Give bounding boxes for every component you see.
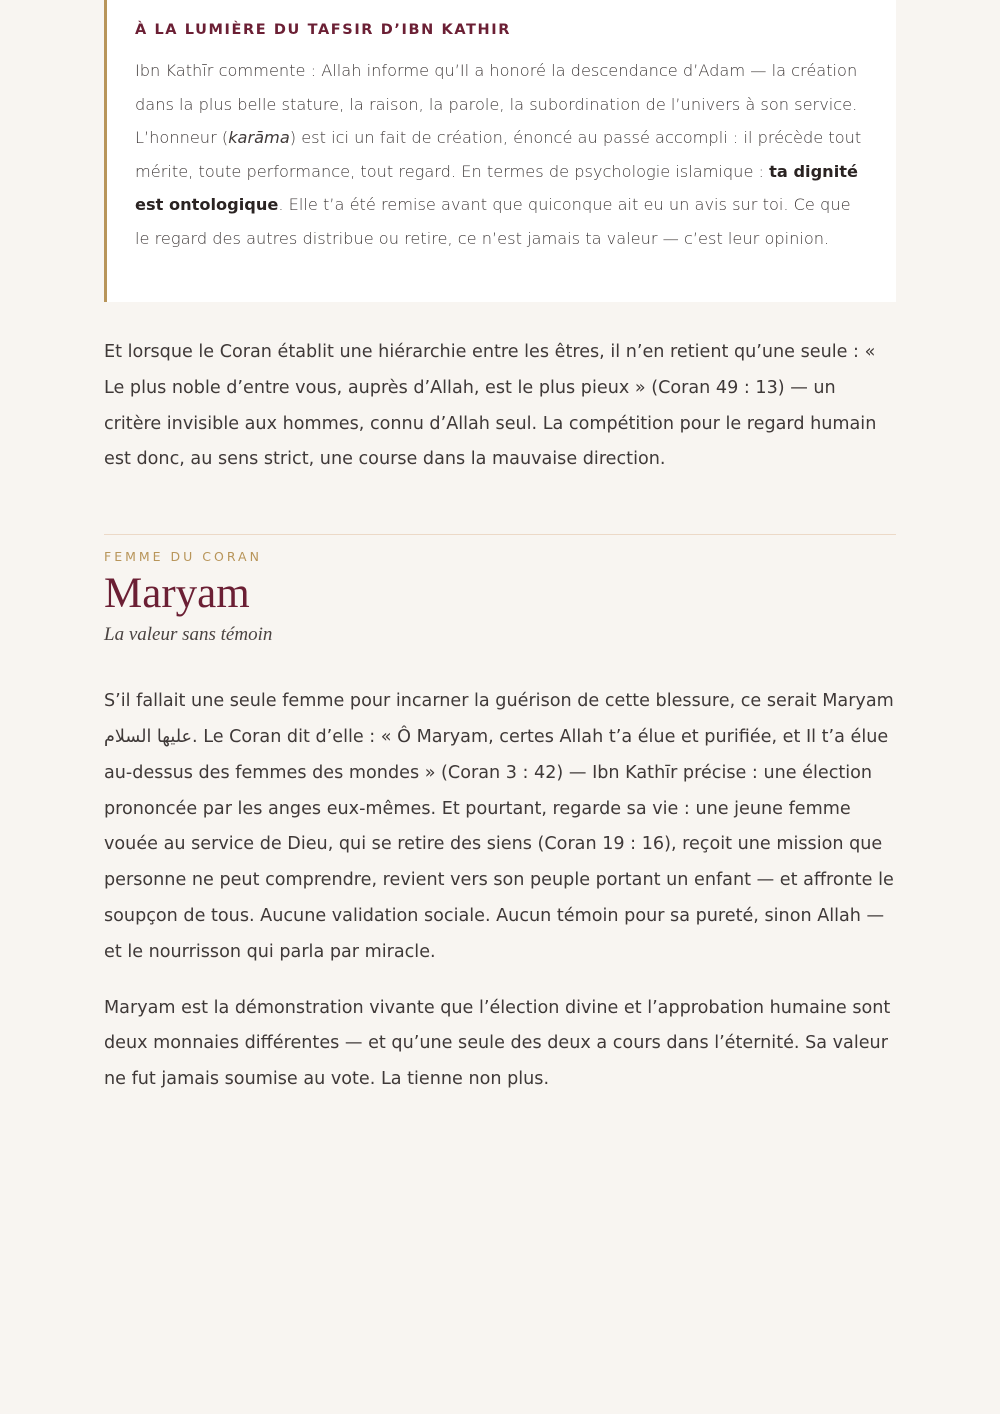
section-title: Maryam bbox=[104, 570, 250, 618]
arabic-honorific: عليها السلام bbox=[104, 726, 193, 747]
maryam-paragraph-1-intro: S’il fallait une seule femme pour incarner la guérison de cette blessure, ce serait Maryam bbox=[104, 691, 894, 712]
tafsir-text-part-3: . Elle t’a été remise avant que quiconque ait eu un avis sur toi. Ce que le regard des autres distribue ou retire, ce n’est jamais ta valeur — c’est leur opinion. bbox=[135, 195, 851, 248]
section-divider bbox=[104, 534, 896, 535]
section-subtitle: La valeur sans témoin bbox=[104, 624, 273, 646]
maryam-paragraph-1-body: . Le Coran dit d’elle : « Ô Maryam, certes Allah t’a élue et purifiée, et Il t’a élue au-dessus des femmes des mondes » (Coran 3 : 42) — Ibn Kathīr précise : une élection prononcée par les anges eux-mêmes. Et pourtant, regarde sa vie : une jeune femme vouée au service de Dieu, qui se retire des siens (Coran 19 : 16), reçoit une mission que personne ne peut comprendre, revient vers son peuple portant un enfant — et affronte le soupçon de tous. Aucune validation sociale. Aucun témoin pour sa pureté, sinon Allah — et le nourrisson qui parla par miracle. bbox=[104, 726, 894, 962]
page-content bbox=[104, 0, 896, 1098]
hierarchy-paragraph: Et lorsque le Coran établit une hiérarchie entre les êtres, il n’en retient qu’une seule : « Le plus noble d’entre vous, auprès d’Allah, est le plus pieux » (Coran 49 : 13) — un critère invisible aux hommes, connu d’Allah seul. La compétition pour le regard humain est donc, au sens strict, une course dans la mauvaise direction. bbox=[104, 342, 877, 470]
tafsir-text-part-2: ) est ici un fait de création, énoncé au passé accompli : il précède tout mérite, toute performance, tout regard. En termes de psychologie islamique : bbox=[135, 128, 862, 181]
tafsir-term-karama: karāma bbox=[228, 128, 290, 147]
tafsir-callout bbox=[104, 0, 896, 302]
maryam-paragraph-2: Maryam est la démonstration vivante que l’élection divine et l’approbation humaine sont deux monnaies différentes — et qu’une seule des deux a cours dans l’éternité. Sa valeur ne fut jamais soumise au vote. La tienne non plus. bbox=[104, 997, 891, 1090]
maryam-paragraph-1 bbox=[104, 684, 896, 970]
tafsir-commentary bbox=[135, 54, 868, 255]
tafsir-key-statement: ta dignité est ontologique bbox=[135, 161, 858, 214]
section-eyebrow: FEMME DU CORAN bbox=[104, 549, 262, 565]
tafsir-text-part-1: Ibn Kathīr commente : Allah informe qu’Il a honoré la descendance d’Adam — la création dans la plus belle stature, la raison, la parole, la subordination de l’univers à son service. L’honneur ( bbox=[135, 61, 858, 147]
tafsir-heading: À LA LUMIÈRE DU TAFSIR D’IBN KATHIR bbox=[135, 22, 512, 38]
